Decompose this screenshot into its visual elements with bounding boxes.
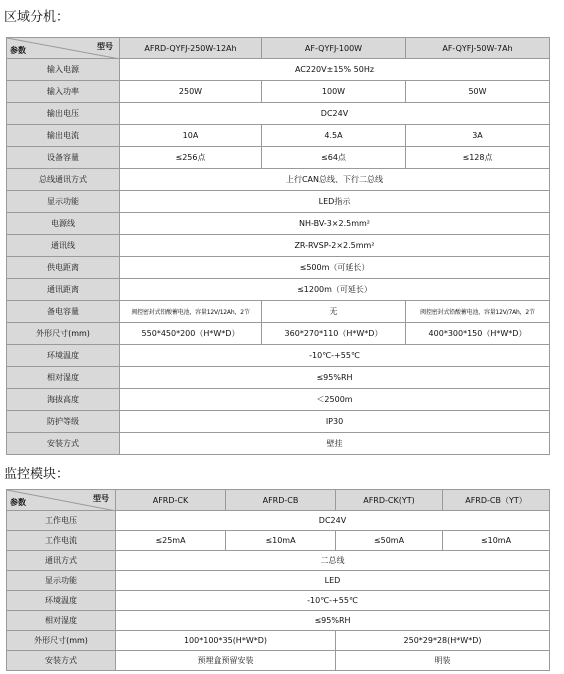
param-label: 总线通讯方式 [7, 169, 120, 191]
param-label: 防护等级 [7, 411, 120, 433]
param-label: 外形尺寸(mm) [7, 323, 120, 345]
param-label: 供电距离 [7, 257, 120, 279]
table-row [7, 191, 550, 213]
param-value: 无 [262, 301, 406, 323]
param-value: IP30 [120, 411, 550, 433]
table-row [7, 59, 550, 81]
param-value: ≤95%RH [116, 611, 550, 631]
table-row [7, 389, 550, 411]
param-value: LED [116, 571, 550, 591]
param-label: 工作电压 [7, 511, 116, 531]
param-value: ≤500m（可延长） [120, 257, 550, 279]
section-title-zone-extension: 区域分机： [4, 10, 70, 25]
param-label: 通讯距离 [7, 279, 120, 301]
corner-header-cell [7, 490, 116, 511]
table-row [7, 631, 550, 651]
table-header-row [7, 490, 550, 511]
param-value: 3A [406, 125, 550, 147]
param-label: 外形尺寸(mm) [7, 631, 116, 651]
table-row [7, 279, 550, 301]
param-value: LED指示 [120, 191, 550, 213]
table-row [7, 169, 550, 191]
table-row [7, 651, 550, 671]
param-value: 明装 [336, 651, 550, 671]
param-label: 电源线 [7, 213, 120, 235]
table-row [7, 125, 550, 147]
param-label: 相对湿度 [7, 367, 120, 389]
table-row [7, 367, 550, 389]
param-value: 阀控密封式铅酸蓄电池，容量12V/7Ah，2节 [406, 301, 550, 323]
param-value: ZR-RVSP-2×2.5mm² [120, 235, 550, 257]
table-row [7, 571, 550, 591]
param-value: DC24V [116, 511, 550, 531]
table-row [7, 433, 550, 455]
table-row [7, 301, 550, 323]
param-label: 相对湿度 [7, 611, 116, 631]
param-value: 100W [262, 81, 406, 103]
monitor-module-spec-table [6, 489, 550, 671]
corner-param-label: 参数 [10, 46, 26, 55]
corner-header-cell [7, 38, 120, 59]
table-row [7, 81, 550, 103]
param-label: 输出电流 [7, 125, 120, 147]
table-row [7, 531, 550, 551]
param-label: 设备容量 [7, 147, 120, 169]
param-value: 550*450*200（H*W*D） [120, 323, 262, 345]
param-value: ≤64点 [262, 147, 406, 169]
table-header-row [7, 38, 550, 59]
param-label: 输出电压 [7, 103, 120, 125]
param-label: 通讯方式 [7, 551, 116, 571]
param-value: 10A [120, 125, 262, 147]
param-label: 安装方式 [7, 651, 116, 671]
param-value: ≤95%RH [120, 367, 550, 389]
param-value: -10℃-+55℃ [120, 345, 550, 367]
param-label: 显示功能 [7, 571, 116, 591]
param-label: 工作电流 [7, 531, 116, 551]
param-label: 环境温度 [7, 345, 120, 367]
param-value: 360*270*110（H*W*D） [262, 323, 406, 345]
param-value: ≤1200m（可延长） [120, 279, 550, 301]
table-row [7, 611, 550, 631]
table-row [7, 551, 550, 571]
param-value: 上行CAN总线、下行二总线 [120, 169, 550, 191]
param-label: 显示功能 [7, 191, 120, 213]
param-value: -10℃-+55℃ [116, 591, 550, 611]
param-value: NH-BV-3×2.5mm² [120, 213, 550, 235]
table-row [7, 103, 550, 125]
param-value: ≤128点 [406, 147, 550, 169]
param-value: 250W [120, 81, 262, 103]
model-header: AFRD-CK [116, 490, 226, 511]
model-header: AFRD-QYFJ-250W-12Ah [120, 38, 262, 59]
param-label: 海拔高度 [7, 389, 120, 411]
table-row [7, 345, 550, 367]
model-header: AF-QYFJ-100W [262, 38, 406, 59]
table-row [7, 411, 550, 433]
param-value: ≤10mA [226, 531, 336, 551]
param-value: 壁挂 [120, 433, 550, 455]
param-label: 输入电源 [7, 59, 120, 81]
param-value: 4.5A [262, 125, 406, 147]
param-value: AC220V±15% 50Hz [120, 59, 550, 81]
param-label: 输入功率 [7, 81, 120, 103]
table-row [7, 235, 550, 257]
section-title-monitor-module: 监控模块： [4, 467, 70, 482]
corner-model-label: 型号 [97, 42, 113, 51]
param-value: ＜2500m [120, 389, 550, 411]
table-row [7, 213, 550, 235]
param-value: ≤25mA [116, 531, 226, 551]
model-header: AFRD-CB [226, 490, 336, 511]
corner-model-label: 型号 [93, 494, 109, 503]
param-value: ≤10mA [443, 531, 550, 551]
model-header: AFRD-CB（YT） [443, 490, 550, 511]
param-value: 阀控密封式铅酸蓄电池，容量12V/12Ah，2节 [120, 301, 262, 323]
table-row [7, 591, 550, 611]
param-label: 备电容量 [7, 301, 120, 323]
param-value: 100*100*35(H*W*D) [116, 631, 336, 651]
param-value: DC24V [120, 103, 550, 125]
param-value: ≤256点 [120, 147, 262, 169]
param-label: 环境温度 [7, 591, 116, 611]
param-value: 二总线 [116, 551, 550, 571]
param-value: 250*29*28(H*W*D) [336, 631, 550, 651]
model-header: AFRD-CK(YT) [336, 490, 443, 511]
corner-param-label: 参数 [10, 498, 26, 507]
table-row [7, 147, 550, 169]
param-value: ≤50mA [336, 531, 443, 551]
param-value: 400*300*150（H*W*D） [406, 323, 550, 345]
param-label: 安装方式 [7, 433, 120, 455]
param-label: 通讯线 [7, 235, 120, 257]
param-value: 50W [406, 81, 550, 103]
table-row [7, 257, 550, 279]
table-row [7, 323, 550, 345]
model-header: AF-QYFJ-50W-7Ah [406, 38, 550, 59]
param-value: 预埋盒预留安装 [116, 651, 336, 671]
table-row [7, 511, 550, 531]
zone-extension-spec-table [6, 37, 550, 455]
